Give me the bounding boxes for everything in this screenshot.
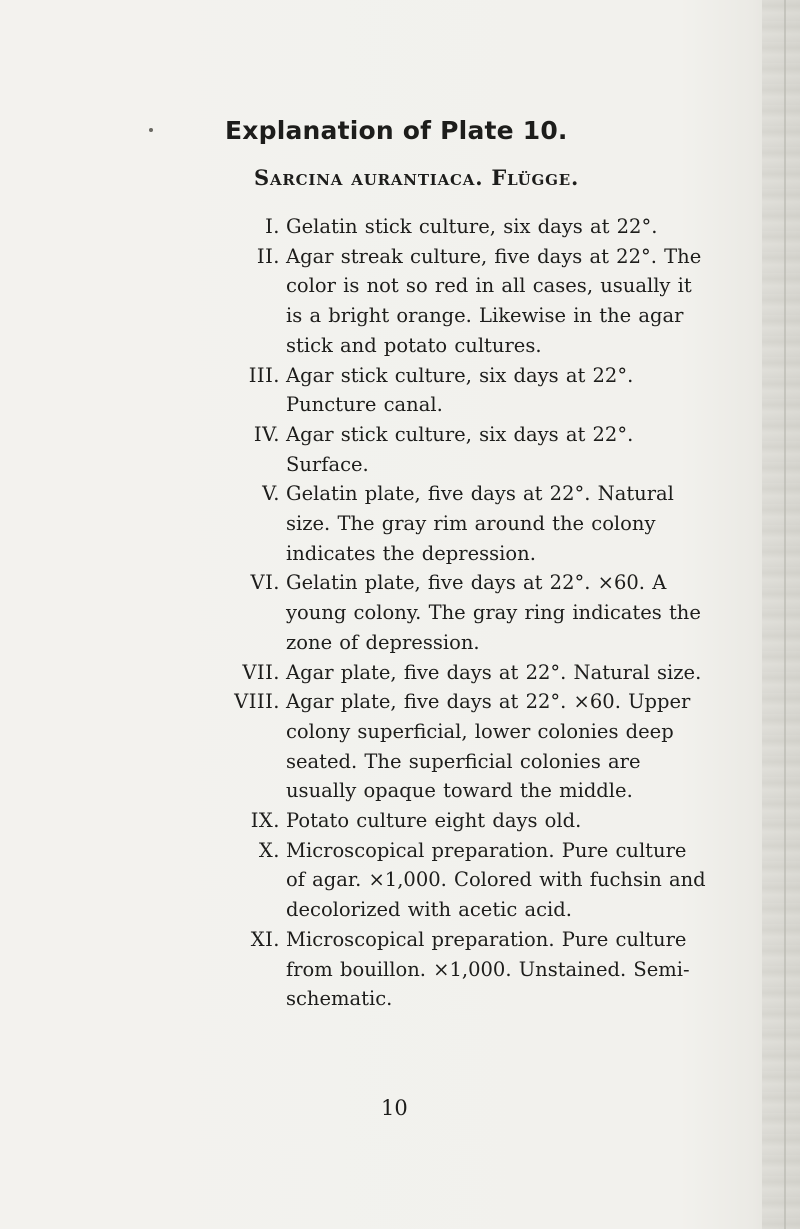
plate-numeral: IX. [250, 809, 280, 833]
plate-numeral: V. [262, 482, 280, 506]
plate-description: Gelatin stick culture, six days at 22°. [286, 215, 658, 238]
plate-item-viii [0, 687, 780, 806]
plate-numeral: X. [258, 838, 280, 862]
plate-numeral: II. [256, 244, 280, 268]
plate-numeral: I. [265, 215, 280, 238]
plate-description: Gelatin plate, five days at 22°. Natural size. The gray rim around the colony indicates the depression. [286, 482, 674, 565]
page-title: Explanation of Plate 10. [225, 116, 568, 145]
plate-description: Agar stick culture, six days at 22°. Surface. [286, 422, 634, 476]
plate-item-vi [0, 568, 780, 657]
plate-item-iii [0, 361, 780, 420]
plate-description: Agar streak culture, five days at 22°. The color is not so red in all cases, usually it is a bright orange. Likewise in the agar stick and potato cultures. [286, 244, 702, 357]
plate-numeral: IV. [253, 422, 280, 446]
plate-item-x [0, 836, 780, 925]
plate-item-ii [0, 242, 780, 361]
print-speck [149, 128, 153, 132]
plate-description: Agar plate, five days at 22°. ×60. Upper colony superficial, lower colonies deep seated. The superficial colonies are usually opaque toward the middle. [286, 690, 691, 803]
page-number: 10 [381, 1096, 408, 1120]
plate-item-i [0, 212, 780, 242]
plate-description: Agar plate, five days at 22°. Natural size. [286, 660, 702, 684]
plate-numeral: III. [248, 363, 280, 387]
plate-description: Microscopical preparation. Pure culture of agar. ×1,000. Colored with fuchsin and decolorized with acetic acid. [286, 838, 706, 922]
page-subtitle: Sarcina aurantiaca. Flügge. [254, 165, 580, 190]
plate-numeral: VIII. [234, 690, 280, 714]
plate-item-ix [0, 806, 780, 836]
plate-item-v [0, 479, 780, 568]
plate-numeral: XI. [250, 927, 280, 951]
plate-description: Gelatin plate, five days at 22°. ×60. A young colony. The gray ring indicates the zone of depression. [286, 571, 701, 654]
plate-description: Agar stick culture, six days at 22°. Puncture canal. [286, 363, 634, 417]
plate-description: Potato culture eight days old. [286, 809, 582, 833]
plate-numeral: VI. [250, 571, 280, 595]
plate-item-iv [0, 420, 780, 479]
plate-item-xi [0, 925, 780, 1014]
plate-item-vii [0, 658, 780, 688]
plate-explanation-list [0, 212, 800, 1014]
plate-numeral: VII. [242, 660, 280, 684]
plate-description: Microscopical preparation. Pure culture from bouillon. ×1,000. Unstained. Semi-schematic. [286, 927, 690, 1011]
